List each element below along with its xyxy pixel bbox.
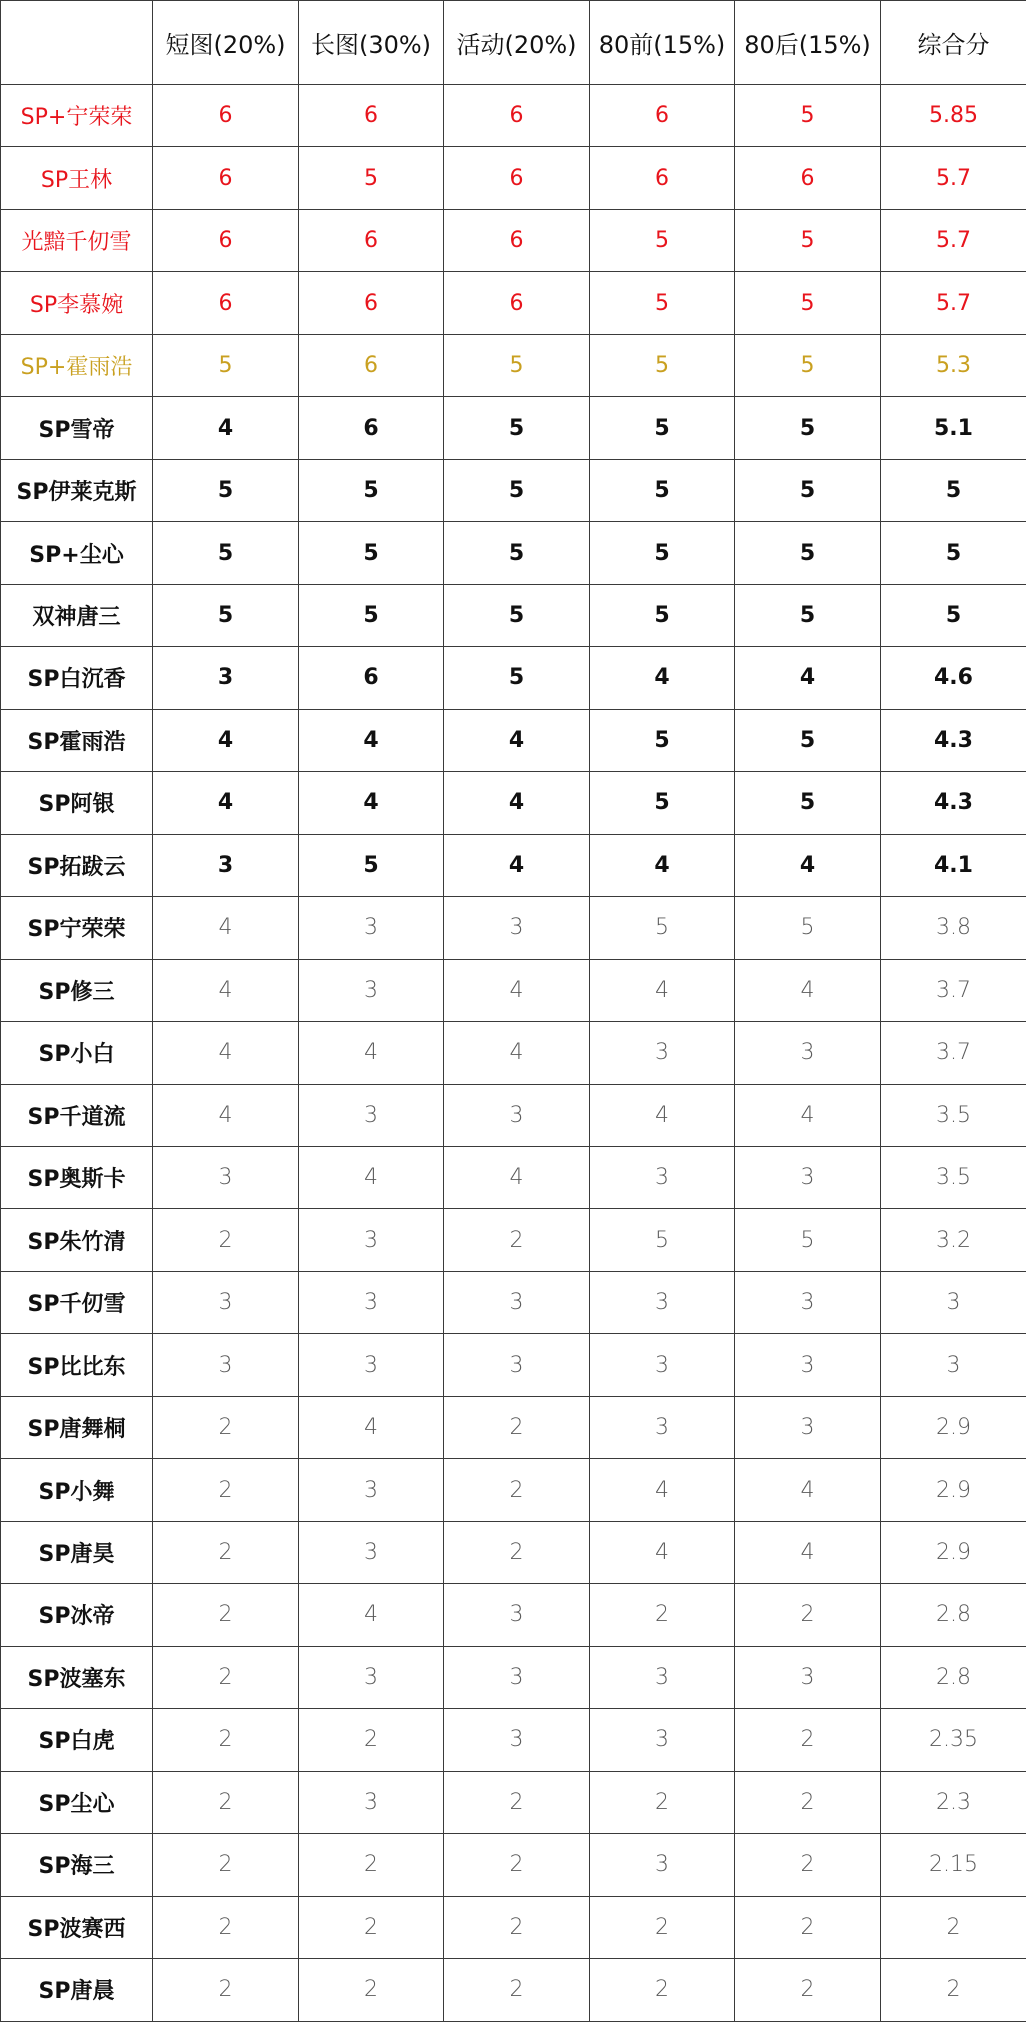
overall-score-cell: 2.35 [881, 1709, 1026, 1771]
overall-score-cell: 5 [881, 522, 1026, 584]
long-chart-cell: 3 [299, 1459, 444, 1521]
activity-cell: 5 [444, 584, 590, 646]
long-chart-cell: 6 [299, 209, 444, 271]
table-row [1, 522, 1026, 584]
overall-score-cell: 5.7 [881, 272, 1026, 334]
row-name-cell: SP奥斯卡 [1, 1146, 153, 1208]
row-name-cell: SP唐晨 [1, 1959, 153, 2021]
post-80-cell: 5 [735, 1209, 881, 1271]
short-chart-cell: 5 [153, 334, 299, 396]
post-80-cell: 5 [735, 772, 881, 834]
activity-cell: 2 [444, 1834, 590, 1896]
pre-80-cell: 3 [590, 1146, 735, 1208]
pre-80-cell: 2 [590, 1959, 735, 2021]
activity-cell: 5 [444, 647, 590, 709]
pre-80-cell: 4 [590, 834, 735, 896]
short-chart-cell: 4 [153, 709, 299, 771]
long-chart-cell: 5 [299, 459, 444, 521]
post-80-cell: 4 [735, 647, 881, 709]
long-chart-cell: 2 [299, 1834, 444, 1896]
pre-80-cell: 4 [590, 647, 735, 709]
row-name-cell: SP小白 [1, 1022, 153, 1084]
overall-score-cell: 2.9 [881, 1396, 1026, 1458]
short-chart-cell: 2 [153, 1396, 299, 1458]
long-chart-cell: 3 [299, 1771, 444, 1833]
table-row [1, 85, 1026, 147]
activity-cell: 2 [444, 1896, 590, 1958]
post-80-cell: 3 [735, 1396, 881, 1458]
long-chart-cell: 5 [299, 147, 444, 209]
activity-cell: 6 [444, 147, 590, 209]
overall-score-cell: 2.8 [881, 1584, 1026, 1646]
short-chart-cell: 4 [153, 1084, 299, 1146]
overall-score-cell: 3.5 [881, 1084, 1026, 1146]
pre-80-cell: 5 [590, 334, 735, 396]
post-80-cell: 2 [735, 1834, 881, 1896]
overall-score-cell: 4.3 [881, 772, 1026, 834]
table-row [1, 1646, 1026, 1708]
long-chart-cell: 4 [299, 1396, 444, 1458]
table-row [1, 1209, 1026, 1271]
activity-cell: 3 [444, 1646, 590, 1708]
activity-cell: 2 [444, 1521, 590, 1583]
table-row [1, 147, 1026, 209]
overall-score-cell: 3 [881, 1271, 1026, 1333]
row-name-cell: SP冰帝 [1, 1584, 153, 1646]
row-name-cell: SP阿银 [1, 772, 153, 834]
pre-80-cell: 3 [590, 1709, 735, 1771]
row-name-cell: SP拓跋云 [1, 834, 153, 896]
table-row [1, 1396, 1026, 1458]
activity-cell: 4 [444, 834, 590, 896]
long-chart-cell: 3 [299, 1646, 444, 1708]
long-chart-cell: 3 [299, 1271, 444, 1333]
pre-80-cell: 5 [590, 584, 735, 646]
activity-cell: 5 [444, 397, 590, 459]
short-chart-cell: 3 [153, 1146, 299, 1208]
table-row [1, 1834, 1026, 1896]
long-chart-cell: 4 [299, 1146, 444, 1208]
row-name-cell: SP霍雨浩 [1, 709, 153, 771]
table-row [1, 272, 1026, 334]
table-row [1, 709, 1026, 771]
table-row [1, 1459, 1026, 1521]
long-chart-cell: 4 [299, 772, 444, 834]
pre-80-cell: 2 [590, 1771, 735, 1833]
row-name-cell: 光黯千仞雪 [1, 209, 153, 271]
pre-80-cell: 5 [590, 459, 735, 521]
overall-score-cell: 5 [881, 459, 1026, 521]
table-row [1, 1271, 1026, 1333]
short-chart-cell: 5 [153, 584, 299, 646]
overall-score-cell: 2.15 [881, 1834, 1026, 1896]
pre-80-cell: 5 [590, 772, 735, 834]
table-row [1, 647, 1026, 709]
row-name-cell: 双神唐三 [1, 584, 153, 646]
row-name-cell: SP雪帝 [1, 397, 153, 459]
pre-80-cell: 2 [590, 1896, 735, 1958]
short-chart-cell: 2 [153, 1834, 299, 1896]
row-name-cell: SP修三 [1, 959, 153, 1021]
overall-score-cell: 2 [881, 1959, 1026, 2021]
post-80-cell: 5 [735, 85, 881, 147]
post-80-cell: 2 [735, 1959, 881, 2021]
long-chart-cell: 3 [299, 1209, 444, 1271]
pre-80-cell: 6 [590, 85, 735, 147]
activity-cell: 2 [444, 1209, 590, 1271]
pre-80-cell: 3 [590, 1396, 735, 1458]
activity-cell: 3 [444, 1709, 590, 1771]
activity-cell: 3 [444, 1584, 590, 1646]
long-chart-cell: 2 [299, 1959, 444, 2021]
long-chart-cell: 3 [299, 1334, 444, 1396]
short-chart-cell: 2 [153, 1771, 299, 1833]
row-name-cell: SP波塞东 [1, 1646, 153, 1708]
overall-score-cell: 2 [881, 1896, 1026, 1958]
table-row [1, 772, 1026, 834]
post-80-cell: 2 [735, 1709, 881, 1771]
overall-score-cell: 3.8 [881, 897, 1026, 959]
overall-score-cell: 4.3 [881, 709, 1026, 771]
short-chart-cell: 6 [153, 85, 299, 147]
row-name-cell: SP朱竹清 [1, 1209, 153, 1271]
table-row [1, 397, 1026, 459]
long-chart-cell: 2 [299, 1709, 444, 1771]
activity-cell: 3 [444, 897, 590, 959]
activity-cell: 4 [444, 959, 590, 1021]
overall-score-cell: 3.2 [881, 1209, 1026, 1271]
post-80-cell: 2 [735, 1584, 881, 1646]
activity-cell: 5 [444, 459, 590, 521]
activity-cell: 6 [444, 209, 590, 271]
header-long-chart: 长图(30%) [299, 1, 444, 85]
overall-score-cell: 3 [881, 1334, 1026, 1396]
post-80-cell: 5 [735, 397, 881, 459]
overall-score-cell: 5.1 [881, 397, 1026, 459]
table-row [1, 1334, 1026, 1396]
row-name-cell: SP海三 [1, 1834, 153, 1896]
post-80-cell: 5 [735, 334, 881, 396]
table-row [1, 334, 1026, 396]
long-chart-cell: 5 [299, 834, 444, 896]
long-chart-cell: 5 [299, 584, 444, 646]
table-row [1, 1896, 1026, 1958]
short-chart-cell: 5 [153, 522, 299, 584]
overall-score-cell: 5.3 [881, 334, 1026, 396]
table-row [1, 1584, 1026, 1646]
long-chart-cell: 6 [299, 647, 444, 709]
row-name-cell: SP李慕婉 [1, 272, 153, 334]
short-chart-cell: 2 [153, 1646, 299, 1708]
pre-80-cell: 5 [590, 709, 735, 771]
long-chart-cell: 6 [299, 334, 444, 396]
overall-score-cell: 5 [881, 584, 1026, 646]
table-row [1, 959, 1026, 1021]
long-chart-cell: 4 [299, 1022, 444, 1084]
activity-cell: 4 [444, 772, 590, 834]
post-80-cell: 5 [735, 272, 881, 334]
post-80-cell: 5 [735, 897, 881, 959]
short-chart-cell: 3 [153, 1271, 299, 1333]
short-chart-cell: 4 [153, 397, 299, 459]
table-row [1, 209, 1026, 271]
table-body [1, 85, 1026, 2022]
pre-80-cell: 5 [590, 522, 735, 584]
activity-cell: 2 [444, 1396, 590, 1458]
overall-score-cell: 3.5 [881, 1146, 1026, 1208]
short-chart-cell: 5 [153, 459, 299, 521]
row-name-cell: SP伊莱克斯 [1, 459, 153, 521]
table-row [1, 1709, 1026, 1771]
table-row [1, 459, 1026, 521]
table-row [1, 834, 1026, 896]
short-chart-cell: 2 [153, 1584, 299, 1646]
post-80-cell: 4 [735, 1459, 881, 1521]
activity-cell: 6 [444, 85, 590, 147]
table-row [1, 1959, 1026, 2021]
pre-80-cell: 4 [590, 1521, 735, 1583]
long-chart-cell: 3 [299, 1521, 444, 1583]
row-name-cell: SP白虎 [1, 1709, 153, 1771]
header-overall-score: 综合分 [881, 1, 1026, 85]
post-80-cell: 5 [735, 209, 881, 271]
overall-score-cell: 2.9 [881, 1521, 1026, 1583]
activity-cell: 4 [444, 1022, 590, 1084]
pre-80-cell: 3 [590, 1646, 735, 1708]
row-name-cell: SP+霍雨浩 [1, 334, 153, 396]
long-chart-cell: 6 [299, 272, 444, 334]
post-80-cell: 3 [735, 1334, 881, 1396]
header-short-chart: 短图(20%) [153, 1, 299, 85]
activity-cell: 2 [444, 1771, 590, 1833]
table-row [1, 1022, 1026, 1084]
overall-score-cell: 3.7 [881, 959, 1026, 1021]
long-chart-cell: 4 [299, 709, 444, 771]
overall-score-cell: 5.7 [881, 147, 1026, 209]
row-name-cell: SP唐舞桐 [1, 1396, 153, 1458]
pre-80-cell: 3 [590, 1834, 735, 1896]
pre-80-cell: 5 [590, 272, 735, 334]
short-chart-cell: 6 [153, 209, 299, 271]
short-chart-cell: 4 [153, 1022, 299, 1084]
table-row [1, 1084, 1026, 1146]
short-chart-cell: 4 [153, 772, 299, 834]
post-80-cell: 6 [735, 147, 881, 209]
short-chart-cell: 3 [153, 834, 299, 896]
short-chart-cell: 4 [153, 959, 299, 1021]
pre-80-cell: 5 [590, 397, 735, 459]
long-chart-cell: 3 [299, 959, 444, 1021]
post-80-cell: 3 [735, 1022, 881, 1084]
activity-cell: 2 [444, 1959, 590, 2021]
activity-cell: 2 [444, 1459, 590, 1521]
pre-80-cell: 2 [590, 1584, 735, 1646]
long-chart-cell: 4 [299, 1584, 444, 1646]
pre-80-cell: 5 [590, 897, 735, 959]
overall-score-cell: 2.3 [881, 1771, 1026, 1833]
post-80-cell: 3 [735, 1146, 881, 1208]
long-chart-cell: 6 [299, 85, 444, 147]
overall-score-cell: 3.7 [881, 1022, 1026, 1084]
activity-cell: 6 [444, 272, 590, 334]
pre-80-cell: 3 [590, 1271, 735, 1333]
post-80-cell: 4 [735, 959, 881, 1021]
pre-80-cell: 4 [590, 1459, 735, 1521]
pre-80-cell: 5 [590, 209, 735, 271]
post-80-cell: 2 [735, 1896, 881, 1958]
table-row [1, 1521, 1026, 1583]
overall-score-cell: 2.9 [881, 1459, 1026, 1521]
row-name-cell: SP+尘心 [1, 522, 153, 584]
row-name-cell: SP小舞 [1, 1459, 153, 1521]
row-name-cell: SP波赛西 [1, 1896, 153, 1958]
table-row [1, 897, 1026, 959]
short-chart-cell: 2 [153, 1959, 299, 2021]
post-80-cell: 4 [735, 834, 881, 896]
pre-80-cell: 4 [590, 1084, 735, 1146]
long-chart-cell: 5 [299, 522, 444, 584]
post-80-cell: 5 [735, 584, 881, 646]
post-80-cell: 4 [735, 1084, 881, 1146]
short-chart-cell: 4 [153, 897, 299, 959]
overall-score-cell: 4.1 [881, 834, 1026, 896]
post-80-cell: 3 [735, 1646, 881, 1708]
pre-80-cell: 3 [590, 1334, 735, 1396]
header-row [1, 1, 1026, 85]
row-name-cell: SP千仞雪 [1, 1271, 153, 1333]
row-name-cell: SP宁荣荣 [1, 897, 153, 959]
header-post-80: 80后(15%) [735, 1, 881, 85]
long-chart-cell: 3 [299, 897, 444, 959]
activity-cell: 5 [444, 334, 590, 396]
post-80-cell: 5 [735, 709, 881, 771]
overall-score-cell: 5.7 [881, 209, 1026, 271]
row-name-cell: SP唐昊 [1, 1521, 153, 1583]
row-name-cell: SP比比东 [1, 1334, 153, 1396]
activity-cell: 4 [444, 709, 590, 771]
overall-score-cell: 2.8 [881, 1646, 1026, 1708]
activity-cell: 5 [444, 522, 590, 584]
short-chart-cell: 6 [153, 272, 299, 334]
row-name-cell: SP千道流 [1, 1084, 153, 1146]
activity-cell: 3 [444, 1084, 590, 1146]
pre-80-cell: 5 [590, 1209, 735, 1271]
short-chart-cell: 2 [153, 1896, 299, 1958]
table-row [1, 1771, 1026, 1833]
header-activity: 活动(20%) [444, 1, 590, 85]
long-chart-cell: 2 [299, 1896, 444, 1958]
header-pre-80: 80前(15%) [590, 1, 735, 85]
row-name-cell: SP+宁荣荣 [1, 85, 153, 147]
short-chart-cell: 3 [153, 647, 299, 709]
activity-cell: 4 [444, 1146, 590, 1208]
row-name-cell: SP尘心 [1, 1771, 153, 1833]
pre-80-cell: 6 [590, 147, 735, 209]
pre-80-cell: 3 [590, 1022, 735, 1084]
table-row [1, 1146, 1026, 1208]
post-80-cell: 5 [735, 522, 881, 584]
short-chart-cell: 3 [153, 1334, 299, 1396]
post-80-cell: 4 [735, 1521, 881, 1583]
overall-score-cell: 5.85 [881, 85, 1026, 147]
overall-score-cell: 4.6 [881, 647, 1026, 709]
pre-80-cell: 4 [590, 959, 735, 1021]
short-chart-cell: 6 [153, 147, 299, 209]
activity-cell: 3 [444, 1271, 590, 1333]
activity-cell: 3 [444, 1334, 590, 1396]
post-80-cell: 5 [735, 459, 881, 521]
row-name-cell: SP王林 [1, 147, 153, 209]
long-chart-cell: 3 [299, 1084, 444, 1146]
short-chart-cell: 2 [153, 1521, 299, 1583]
long-chart-cell: 6 [299, 397, 444, 459]
short-chart-cell: 2 [153, 1459, 299, 1521]
row-name-cell: SP白沉香 [1, 647, 153, 709]
header-corner [1, 1, 153, 85]
post-80-cell: 3 [735, 1271, 881, 1333]
short-chart-cell: 2 [153, 1209, 299, 1271]
table-row [1, 584, 1026, 646]
short-chart-cell: 2 [153, 1709, 299, 1771]
post-80-cell: 2 [735, 1771, 881, 1833]
